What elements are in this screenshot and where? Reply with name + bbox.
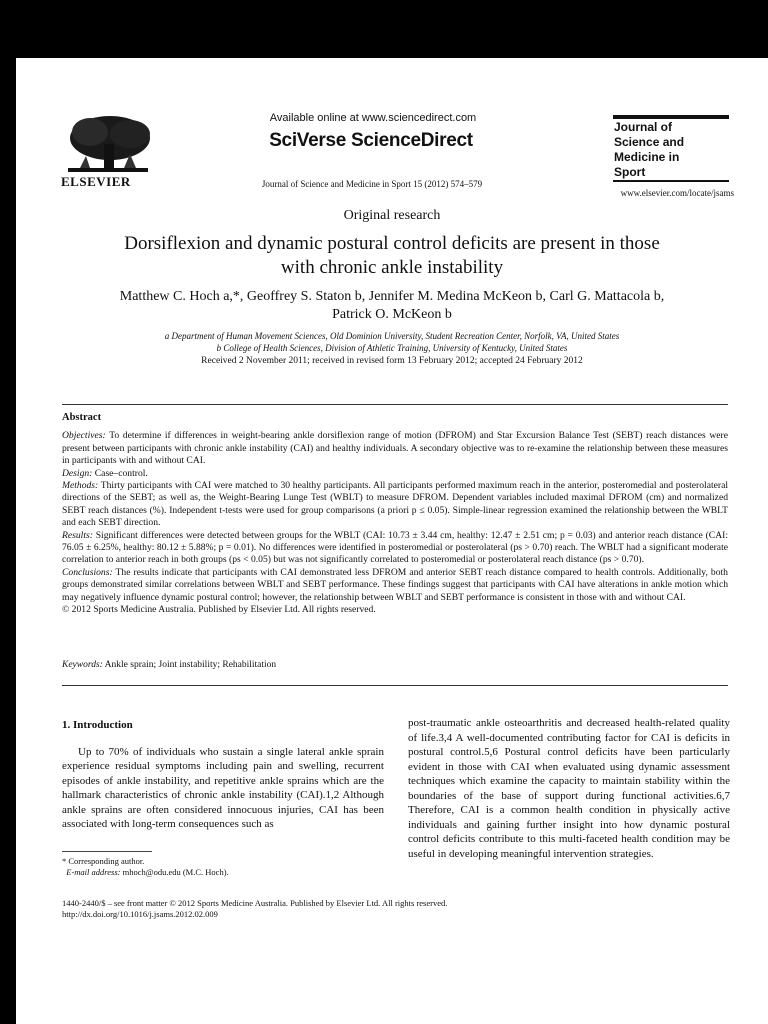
journal-url: www.elsevier.com/locate/jsams	[620, 188, 734, 198]
journal-title-line: Journal of	[614, 120, 673, 134]
authors-line: Matthew C. Hoch a,*, Geoffrey S. Staton b, Jennifer M. Medina McKeon b, Carl G. Mattacola b,	[119, 289, 665, 304]
methods-label: Methods:	[62, 480, 99, 492]
available-online: Available online at www.sciencedirect.com	[269, 112, 477, 124]
intro-paragraph-right: post-traumatic ankle osteoarthritis and decreased health-related quality of life.3,4 A well-documented contributing factor for CAI is deficits in postural control.5,6 Postural control deficits have been particularly evident in those with CAI when evaluated using dynamic assessment techniques which examine the capacity to maintain stability within the boundaries of the base of support during functional activities.6,7 Therefore, CAI is a common health condition in physically active individuals and gaining further insight into how dynamic postural control deficits contribute to this multi-faceted health condition may be useful in developing meaningful intervention strategies.	[408, 717, 730, 860]
abstract-results	[62, 530, 728, 567]
keywords-label: Keywords:	[62, 660, 103, 670]
footnotes	[62, 856, 384, 878]
article-type: Original research	[343, 208, 441, 223]
results-text: Significant differences were detected between groups for the WBLT (CAI: 10.73 ± 3.44 cm, healthy: 12.47 ± 2.51 cm; p = 0.03) and anterior reach distance (CAI: 76.05 ± 6.25%, healthy: 80.12 ± 5.88%; p = 0.01). No differences were identified in posteromedial or posterolateral (ps > 0.70) reach. The WBLT had a significant moderate correlation to anterior reach in both groups (ps < 0.05) but was not significantly correlated to posteromedial or posterolateral reach distance (ps > 0.70).	[62, 529, 728, 566]
journal-title-rule-top	[613, 115, 729, 119]
results-label: Results:	[62, 529, 93, 541]
affiliation-b: b College of Health Sciences, Division of Athletic Training, University of Kentucky, United States	[216, 343, 568, 353]
sciverse-sciencedirect: SciVerse ScienceDirect	[269, 130, 473, 151]
scan-border-top	[0, 0, 768, 58]
affiliation-a: a Department of Human Movement Sciences, Old Dominion University, Student Recreation Center, Norfolk, VA, United States	[164, 331, 620, 341]
objectives-label: Objectives:	[62, 430, 106, 442]
journal-title	[614, 120, 729, 180]
front-matter	[62, 898, 728, 920]
affiliations	[56, 330, 728, 354]
received-dates: Received 2 November 2011; received in revised form 13 February 2012; accepted 24 February 2012	[201, 356, 583, 366]
authors-line: Patrick O. McKeon b	[332, 307, 452, 322]
right-column	[408, 716, 730, 861]
design-text: Case–control.	[94, 467, 148, 479]
corresponding-author: * Corresponding author.	[62, 856, 145, 866]
journal-title-line: Sport	[614, 165, 646, 179]
email-line	[62, 867, 384, 878]
divider	[62, 685, 728, 686]
design-label: Design:	[62, 467, 93, 479]
methods-text: Thirty participants with CAI were matched to 30 healthy participants. All participants performed maximum reach in the anterior, posteromedial and posterolateral directions of the SEBT; as well as, the Weight-Bearing Lunge Test (WBLT) to measure DFROM. Dependent variables included maximal DFROM (cm) and normalized SEBT reach distances (%). Independent t-tests were used for group comparisons (a priori p ≤ 0.05). Simple-linear regression examined the relationship between the WBLT and each SEBT direction.	[62, 480, 728, 529]
email-label: E-mail address:	[66, 867, 121, 877]
left-column	[62, 718, 384, 832]
divider	[62, 404, 728, 405]
journal-reference: Journal of Science and Medicine in Sport 15 (2012) 574–579	[261, 179, 483, 189]
intro-paragraph-left: Up to 70% of individuals who sustain a single lateral ankle sprain experience residual symptoms including pain and swelling, recurrent episodes of ankle instability, and repetitive ankle sprains which are the hallmark characteristics of chronic ankle instability (CAI).1,2 Although ankle sprains are often considered innocuous injuries, CAI has been associated with long-term consequences such as	[62, 745, 384, 830]
journal-title-line: Medicine in	[614, 150, 680, 164]
front-matter-text: 1440-2440/$ – see front matter © 2012 Sports Medicine Australia. Published by Elsevier Ltd. All rights reserved.	[62, 898, 448, 908]
publisher-wordmark: ELSEVIER	[61, 174, 131, 189]
author-list	[56, 288, 728, 324]
article-title	[56, 232, 728, 280]
doi-link[interactable]: http://dx.doi.org/10.1016/j.jsams.2012.02.009	[62, 909, 218, 919]
abstract	[62, 412, 728, 617]
email-link[interactable]: mhoch@odu.edu (M.C. Hoch).	[122, 867, 229, 877]
abstract-objectives	[62, 430, 728, 467]
keywords	[62, 660, 728, 670]
abstract-design	[62, 468, 728, 480]
abstract-methods	[62, 480, 728, 530]
title-line: Dorsiflexion and dynamic postural control deficits are present in those	[124, 233, 660, 254]
section-heading: 1. Introduction	[62, 719, 133, 731]
title-line: with chronic ankle instability	[280, 257, 504, 278]
abstract-conclusions	[62, 567, 728, 604]
journal-title-line: Science and	[614, 135, 685, 149]
journal-title-rule-bottom	[613, 180, 729, 182]
conclusions-label: Conclusions:	[62, 566, 113, 578]
conclusions-text: The results indicate that participants with CAI demonstrated less DFROM and anterior SEBT reach distance compared to health controls. Additionally, both groups demonstrated similar correlations between WBLT and SEBT performance. These findings suggest that participants with CAI have alterations in ankle motion which may negatively influence dynamic postural control; however, the relationship between WBLT and SEBT performance is consistent in those with and without CAI.	[62, 566, 728, 603]
objectives-text: To determine if differences in weight-bearing ankle dorsiflexion range of motion (DFROM) and Star Excursion Balance Test (SEBT) reach distances were present between participants with chronic ankle instability (CAI) and healthy individuals. A secondary objective was to re-examine the relationship between these measures in participants with and without CAI.	[62, 430, 728, 467]
paper-page	[16, 58, 768, 1024]
scan-border-left	[0, 0, 16, 1024]
abstract-copyright: © 2012 Sports Medicine Australia. Published by Elsevier Ltd. All rights reserved.	[62, 604, 376, 616]
abstract-heading: Abstract	[62, 412, 102, 423]
keywords-text: Ankle sprain; Joint instability; Rehabilitation	[104, 660, 277, 670]
footnote-rule	[62, 851, 152, 852]
